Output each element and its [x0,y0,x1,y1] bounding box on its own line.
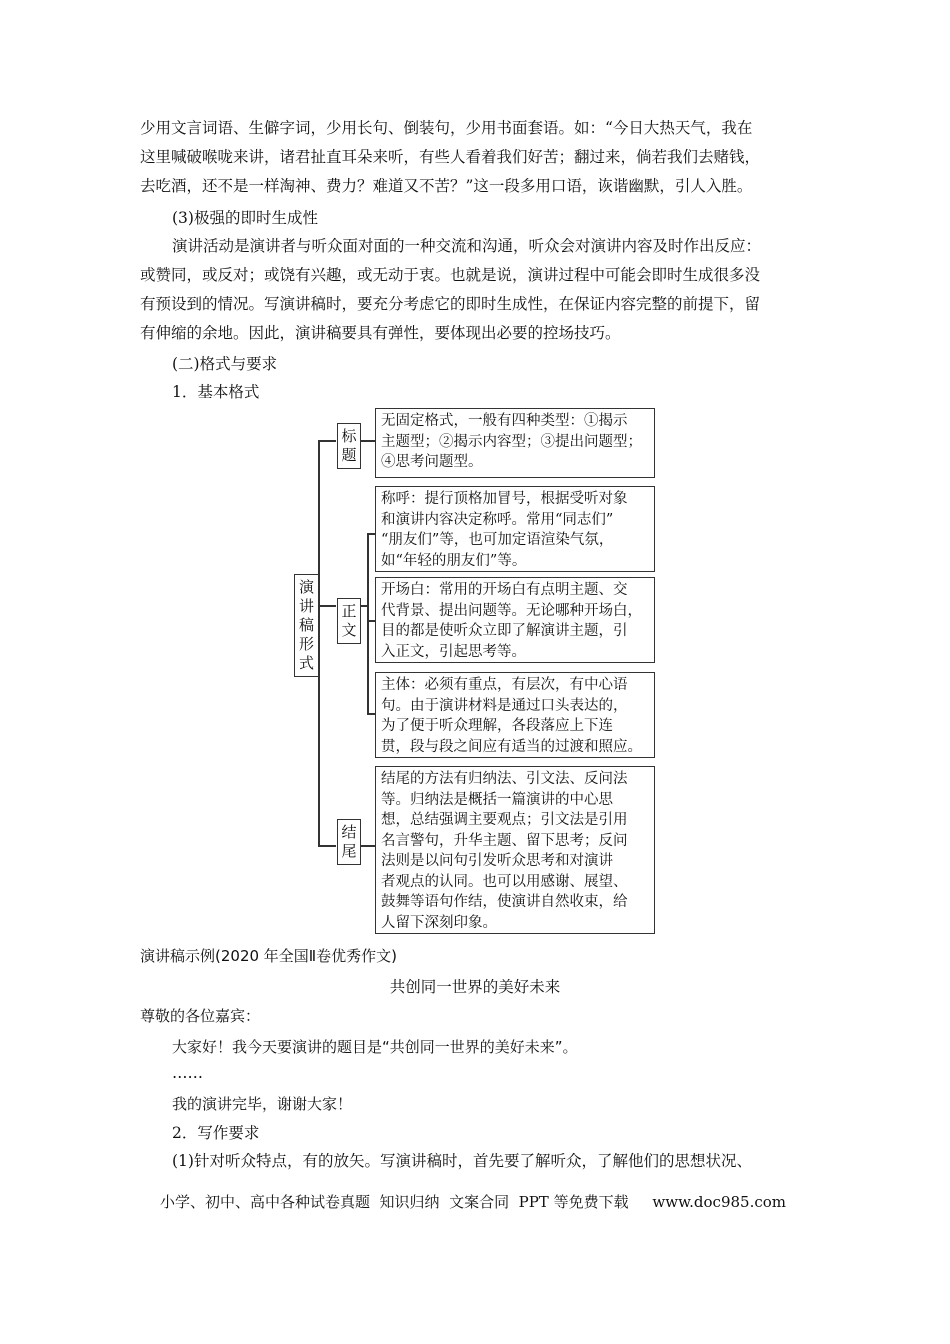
text-line: 去吃酒，还不是一样淘神、费力？难道又不苦？”这一段多用口语，诙谐幽默，引人入胜。 [140,177,753,195]
sample-greeting: 大家好！我今天要演讲的题目是“共创同一世界的美好未来”。 [172,1038,578,1056]
sample-ellipsis: …… [172,1064,203,1082]
box-salutation: 称呼：提行顶格加冒号，根据受听对象 和演讲内容决定称呼。常用“同志们” “朋友们”等，也可加定语渲染气氛， 如“年轻的朋友们”等。 [375,486,655,572]
sample-closing: 我的演讲完毕，谢谢大家！ [172,1095,353,1113]
sample-title: 共创同一世界的美好未来 [389,978,561,996]
heading-format-requirements: (二)格式与要求 [172,355,278,373]
connector-line [360,605,369,607]
root-label-speech-form: 演 讲 稿 形 式 [294,574,319,677]
page-footer: 小学、初中、高中各种试卷真题 知识归纳 文案合同 PPT 等免费下载 www.doc985.com [160,1193,787,1211]
body-bracket-line [367,533,369,713]
text-line: 有伸缩的余地。因此，演讲稿要具有弹性，要体现出必要的控场技巧。 [140,324,621,342]
text-line: 有预设到的情况。写演讲稿时，要充分考虑它的即时生成性，在保证内容完整的前提下，留 [140,295,761,313]
connector-line [318,845,336,847]
label-ending: 结 尾 [337,819,361,865]
paragraph-audience: (1)针对听众特点，有的放矢。写演讲稿时，首先要了解听众，了解他们的思想状况、 [172,1152,752,1170]
box-ending: 结尾的方法有归纳法、引文法、反问法 等。归纳法是概括一篇演讲的中心思 想，总结强调主要观点；引文法是引用 名言警句，升华主题、留下思考；反问 法则是以问句引发听众思考和对演讲 者观点的认同。也可以用感谢、展望、 鼓舞等语句作结，使演讲自然收束，给 人留下深刻印象。 [375,766,655,934]
connector-line [360,845,376,847]
box-opening: 开场白：常用的开场白有点明主题、交 代背景、提出问题等。无论哪种开场白， 目的都是使听众立即了解演讲主题，引 入正文，引起思考等。 [375,577,655,663]
heading-basic-format: 1．基本格式 [172,383,260,401]
connector-line [318,440,336,442]
box-main-body: 主体：必须有重点，有层次，有中心语 句。由于演讲材料是通过口头表达的， 为了便于听众理解，各段落应上下连 贯，段与段之间应有适当的过渡和照应。 [375,672,655,758]
sample-heading: 演讲稿示例(2020 年全国Ⅱ卷优秀作文) [140,947,398,965]
heading-writing-requirements: 2．写作要求 [172,1124,260,1142]
text-line: 演讲活动是演讲者与听众面对面的一种交流和沟通，听众会对演讲内容及时作出反应： [172,237,762,255]
connector-line [360,440,376,442]
sample-salutation: 尊敬的各位嘉宾： [140,1007,261,1025]
text-line: 或赞同，或反对；或饶有兴趣，或无动于衷。也就是说，演讲过程中可能会即时生成很多没 [140,266,761,284]
text-line: 这里喊破喉咙来讲，诸君扯直耳朵来听，有些人看着我们好苦；翻过来，倘若我们去赌钱， [140,148,761,166]
heading-instant-generation: (3)极强的即时生成性 [172,209,318,227]
box-title-types: 无固定格式，一般有四种类型：①揭示 主题型；②揭示内容型；③提出问题型； ④思考问题型。 [375,408,655,478]
label-title: 标 题 [337,423,361,469]
text-line: 少用文言词语、生僻字词，少用长句、倒装句，少用书面套语。如：“今日大热天气，我在 [140,119,753,137]
connector-line [318,605,336,607]
label-body: 正 文 [337,598,361,644]
